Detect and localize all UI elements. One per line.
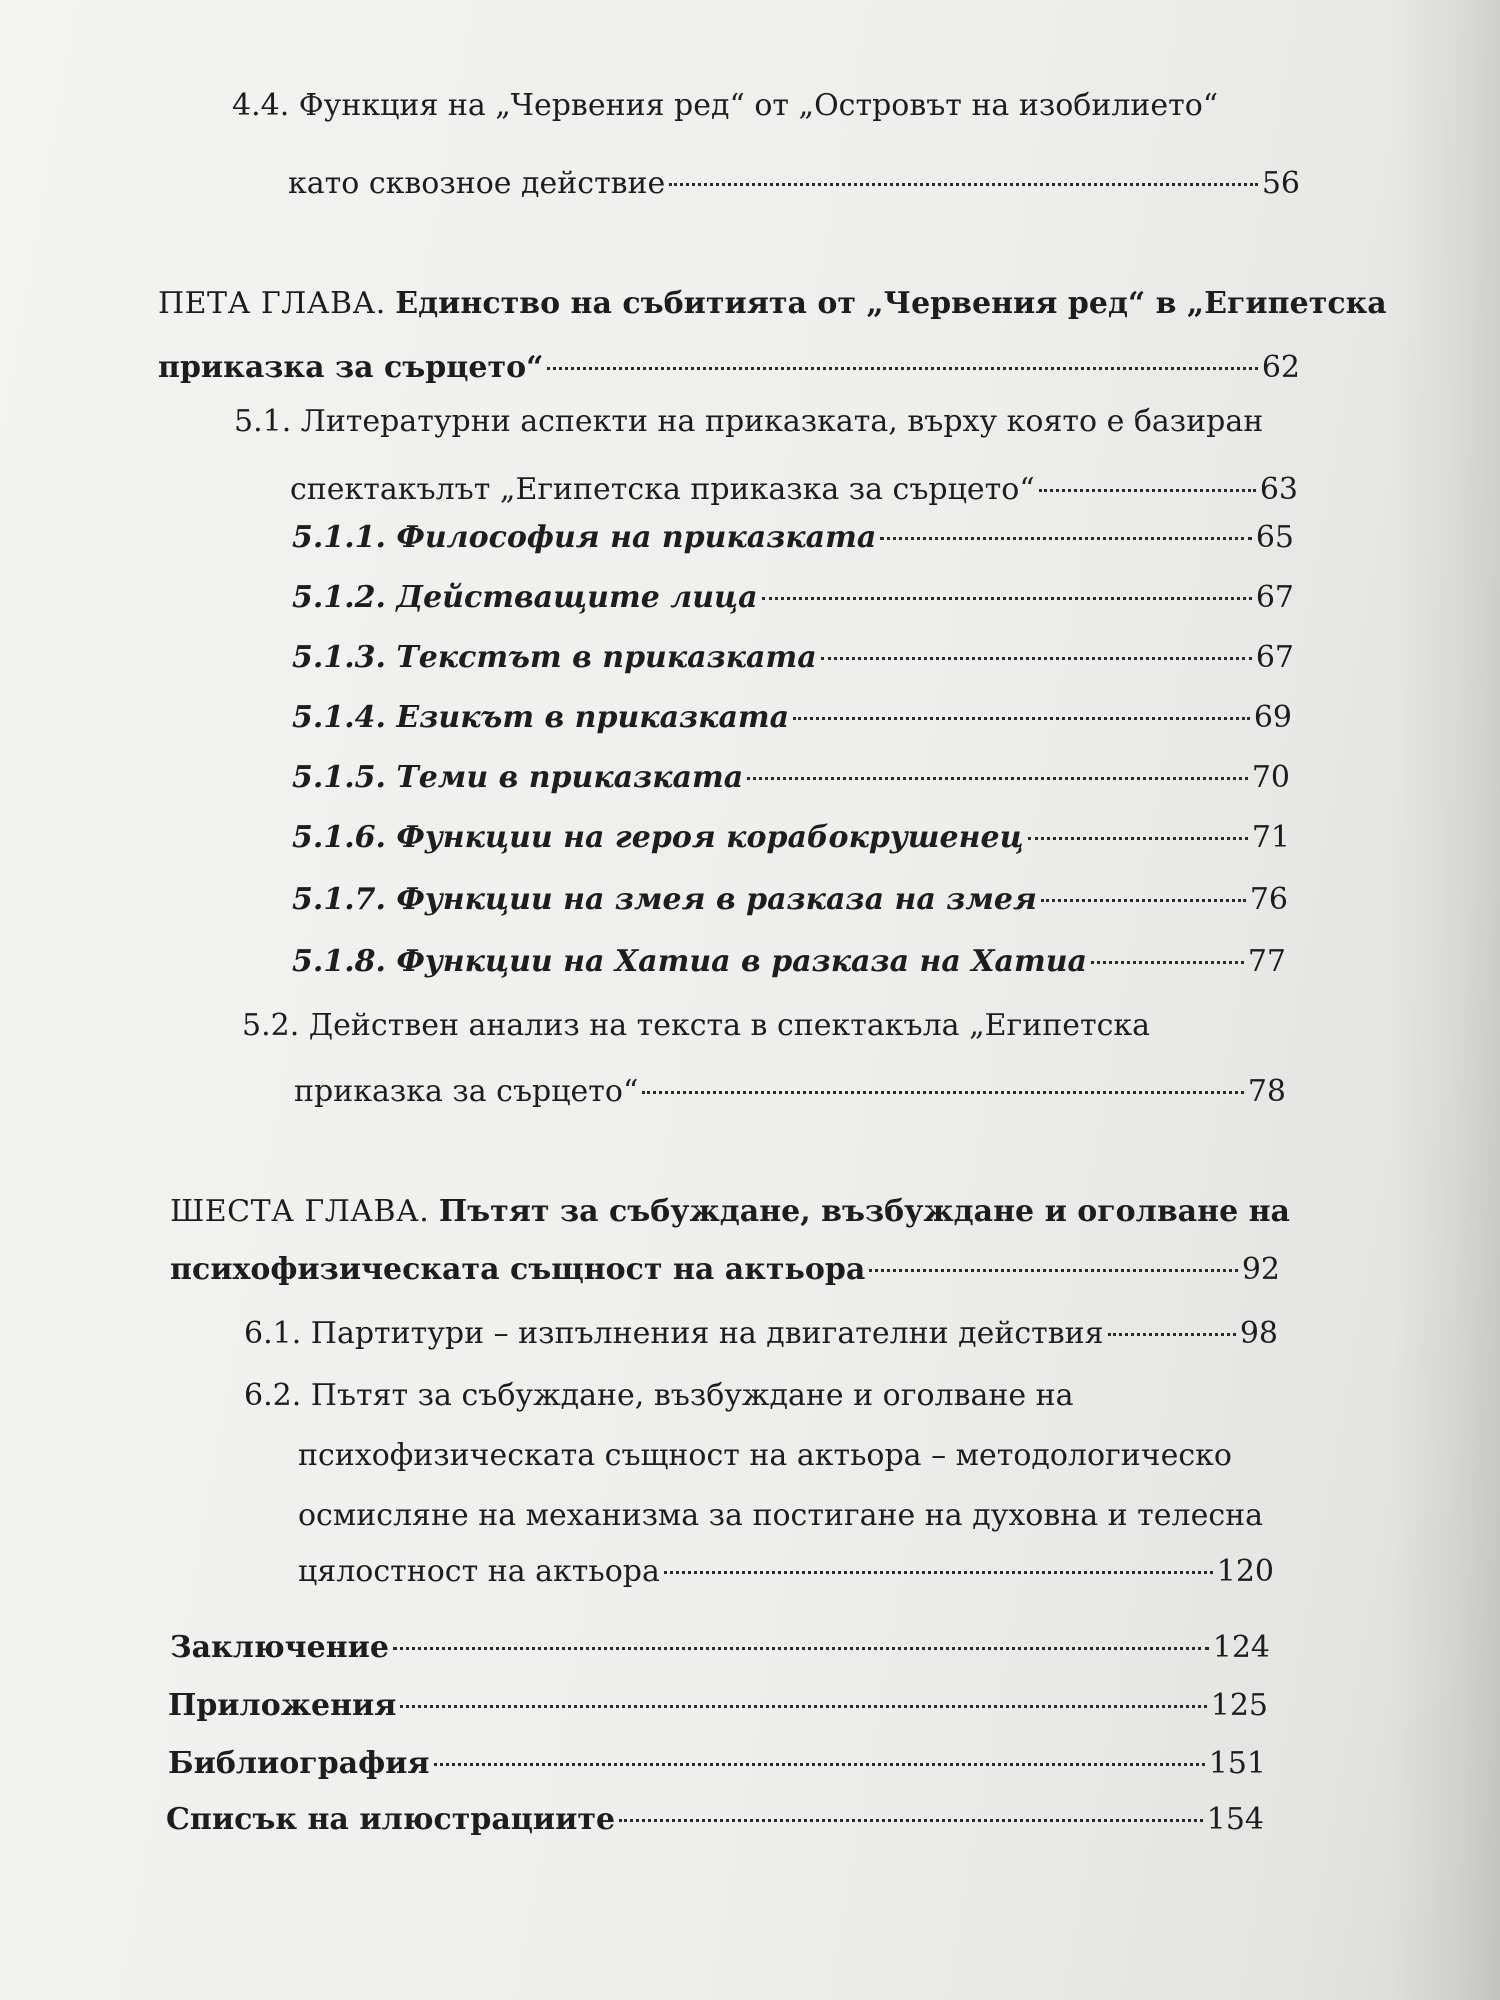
toc-entry-label: 5.1.3. Текстът в приказката — [292, 640, 817, 675]
dot-leader — [1028, 837, 1248, 840]
toc-entry-bibliography[interactable] — [168, 1744, 1266, 1784]
toc-entry-label: Приложения — [168, 1688, 397, 1723]
toc-entry-6-2-line1: 6.2. Пътят за събуждане, възбуждане и оголване на — [244, 1378, 1074, 1413]
dot-leader — [434, 1763, 1205, 1766]
chapter-title: Единство на събитията от „Червения ред“ в „Египетска — [395, 286, 1387, 321]
toc-entry-label: 5.1.4. Езикът в приказката — [292, 700, 790, 735]
dot-leader — [880, 537, 1252, 540]
page-number: 71 — [1251, 820, 1290, 855]
toc-entry-label: цялостност на актьора — [298, 1554, 660, 1589]
toc-entry-5-1-4[interactable] — [292, 698, 1292, 738]
toc-entry-5-1[interactable] — [290, 470, 1298, 510]
toc-entry-chapter-5[interactable] — [158, 348, 1300, 388]
dot-leader — [619, 1819, 1203, 1822]
page-number: 124 — [1212, 1630, 1270, 1665]
toc-entry-4-4[interactable] — [288, 164, 1300, 204]
toc-entry-label: Библиография — [168, 1746, 430, 1781]
toc-entry-label: 5.1.1. Философия на приказката — [292, 520, 877, 555]
toc-entry-6-2-line3: осмисляне на механизма за постигане на духовна и телесна — [298, 1498, 1264, 1533]
page-number: 125 — [1210, 1688, 1268, 1723]
dot-leader — [1108, 1333, 1236, 1336]
toc-entry-label: 5.1.7. Функции на змея в разказа на змея — [292, 882, 1037, 917]
dot-leader — [1091, 961, 1244, 964]
page-number: 120 — [1216, 1554, 1274, 1589]
chapter-5-heading — [158, 284, 1387, 324]
page-number: 151 — [1208, 1746, 1266, 1781]
toc-entry-label: приказка за сърцето“ — [158, 350, 544, 385]
page-number: 98 — [1239, 1316, 1278, 1351]
toc-entry-label: Списък на илюстрациите — [166, 1802, 616, 1837]
toc-entry-5-1-line1: 5.1. Литературни аспекти на приказката, върху която е базиран — [234, 404, 1264, 439]
toc-entry-6-1[interactable] — [244, 1314, 1278, 1354]
toc-entry-label: 5.1.2. Действащите лица — [292, 580, 758, 615]
toc-entry-label: като сквозное действие — [288, 166, 666, 201]
chapter-title: Пътят за събуждане, възбуждане и оголване на — [438, 1194, 1290, 1229]
toc-entry-5-1-5[interactable] — [292, 758, 1290, 798]
dot-leader — [793, 717, 1250, 720]
toc-entry-label: 5.1.6. Функции на героя корабокрушенец — [292, 820, 1024, 855]
page-number: 62 — [1261, 350, 1300, 385]
dot-leader — [821, 657, 1252, 660]
toc-entry-list-of-illustrations[interactable] — [166, 1800, 1264, 1840]
chapter-prefix: ПЕТА ГЛАВА. — [158, 286, 386, 321]
page-number: 63 — [1259, 472, 1298, 507]
dot-leader — [393, 1647, 1209, 1650]
toc-entry-conclusion[interactable] — [170, 1628, 1270, 1668]
toc-entry-label: 5.1.5. Теми в приказката — [292, 760, 744, 795]
page-number: 56 — [1261, 166, 1300, 201]
toc-entry-label: приказка за сърцето“ — [294, 1074, 639, 1109]
toc-entry-label: Заключение — [170, 1630, 389, 1665]
toc-entry-5-1-8[interactable] — [292, 942, 1286, 982]
toc-entry-5-1-1[interactable] — [292, 518, 1294, 558]
toc-entry-label: спектакълът „Египетска приказка за сърцето“ — [290, 472, 1035, 507]
toc-entry-label: психофизическата същност на актьора — [170, 1252, 866, 1287]
page-number: 67 — [1255, 580, 1294, 615]
page-number: 69 — [1253, 700, 1292, 735]
dot-leader — [1041, 899, 1246, 902]
toc-entry-5-1-7[interactable] — [292, 880, 1288, 920]
page-number: 77 — [1247, 944, 1286, 979]
dot-leader — [869, 1269, 1238, 1272]
toc-entry-5-2[interactable] — [294, 1072, 1286, 1112]
dot-leader — [747, 777, 1248, 780]
page-number: 76 — [1249, 882, 1288, 917]
page-number: 78 — [1247, 1074, 1286, 1109]
dot-leader — [642, 1091, 1244, 1094]
page-number: 92 — [1241, 1252, 1280, 1287]
dot-leader — [762, 597, 1252, 600]
dot-leader — [547, 367, 1257, 370]
toc-entry-6-2[interactable] — [298, 1552, 1274, 1592]
toc-entry-4-4-line1: 4.4. Функция на „Червения ред“ от „Островът на изобилието“ — [232, 88, 1219, 123]
toc-entry-chapter-6[interactable] — [170, 1250, 1280, 1290]
dot-leader — [664, 1571, 1213, 1574]
toc-entry-5-2-line1: 5.2. Действен анализ на текста в спектакъла „Египетска — [242, 1008, 1151, 1043]
page-number: 65 — [1255, 520, 1294, 555]
page-number: 154 — [1206, 1802, 1264, 1837]
dot-leader — [669, 183, 1258, 186]
toc-entry-6-2-line2: психофизическата същност на актьора – методологическо — [298, 1438, 1232, 1473]
page-number: 67 — [1255, 640, 1294, 675]
chapter-prefix: ШЕСТА ГЛАВА. — [170, 1194, 430, 1229]
page-number: 70 — [1251, 760, 1290, 795]
toc-entry-appendices[interactable] — [168, 1686, 1268, 1726]
chapter-6-heading — [170, 1192, 1290, 1232]
dot-leader — [400, 1705, 1206, 1708]
dot-leader — [1039, 489, 1256, 492]
toc-entry-5-1-6[interactable] — [292, 818, 1290, 858]
toc-entry-5-1-3[interactable] — [292, 638, 1294, 678]
toc-entry-label: 6.1. Партитури – изпълнения на двигателни действия — [244, 1316, 1104, 1351]
toc-entry-5-1-2[interactable] — [292, 578, 1294, 618]
toc-entry-label: 5.1.8. Функции на Хатиа в разказа на Хатиа — [292, 944, 1087, 979]
